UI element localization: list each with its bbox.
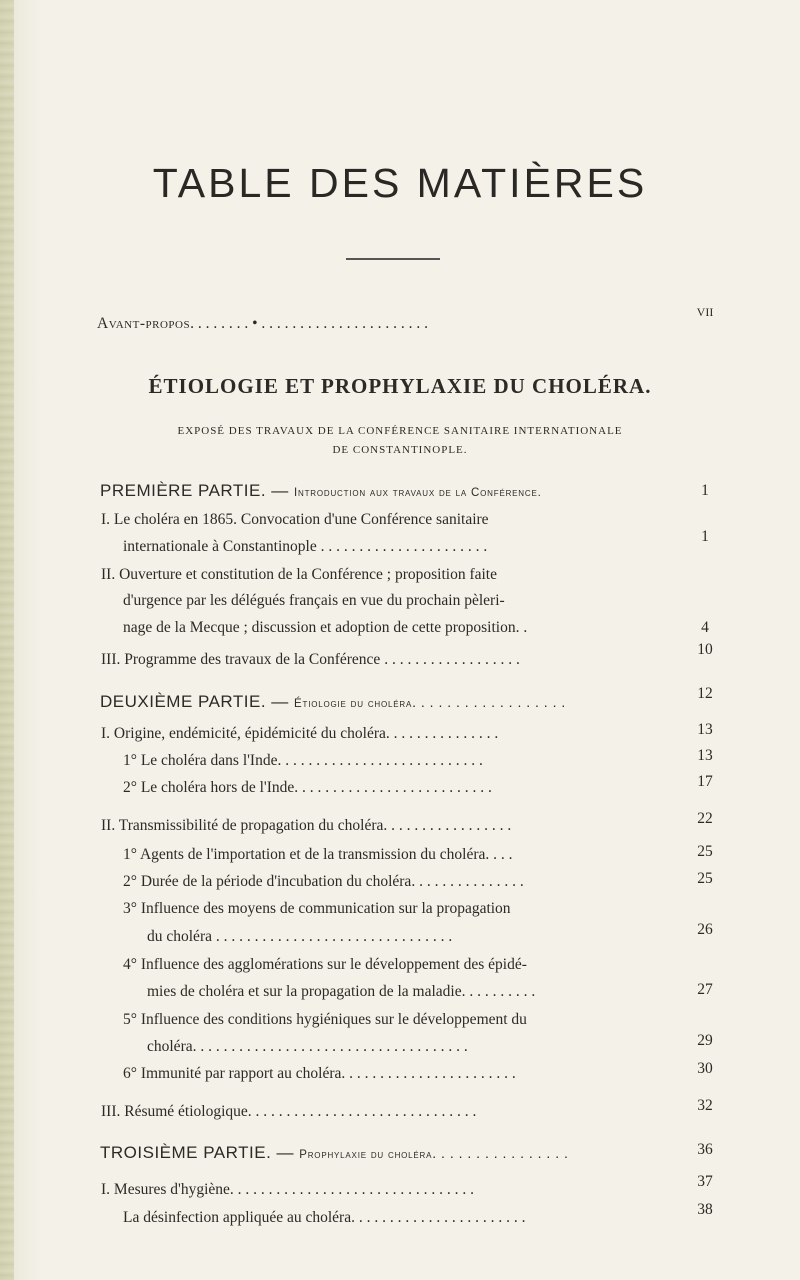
entry-page: 22 [697, 810, 713, 827]
entry-dots: . . . . . . . . . . . . . . . . . . . . . . . . . . . . . . . [211, 928, 453, 945]
entry-text: 2° Le choléra hors de l'Inde [123, 779, 295, 796]
entry-text: II. Ouverture et constitution de la Conférence ; proposition faite [101, 566, 497, 583]
entry-page: 17 [697, 773, 713, 790]
entry-dots: . . . . . . . . . . . . . . . . . . . . . . . . . . [294, 779, 492, 796]
entry-text: 1° Le choléra dans l'Inde [123, 752, 278, 769]
entry-page: 4 [701, 619, 709, 636]
main-heading: ÉTIOLOGIE ET PROPHYLAXIE DU CHOLÉRA. [148, 374, 652, 398]
entry-dots: . . . . . . . . . . . . . . . . . . . . . . . . . . . . . . [247, 1103, 477, 1120]
subheading-line2: DE CONSTANTINOPLE. [332, 444, 468, 456]
part-2-dots: . . . . . . . . . . . . . . . . . . [412, 694, 566, 710]
entry-text: d'urgence par les délégués français en vue du prochain pèleri- [123, 592, 505, 609]
subheading-line1: EXPOSÉ DES TRAVAUX DE LA CONFÉRENCE SANITAIRE INTERNATIONALE [177, 425, 623, 437]
entry-page: 27 [697, 981, 713, 998]
entry-text: I. Le choléra en 1865. Convocation d'une Conférence sanitaire [101, 511, 489, 528]
entry-text: 6° Immunité par rapport au choléra [123, 1065, 342, 1082]
part-1-label: PREMIÈRE PARTIE. — [100, 481, 289, 500]
entry-text: 1° Agents de l'importation et de la transmission du choléra. . . . [123, 846, 513, 863]
entry-text: choléra [147, 1038, 193, 1055]
entry-text: I. Origine, endémicité, épidémicité du choléra [101, 725, 386, 742]
entry-text: I. Mesures d'hygiène [101, 1181, 230, 1198]
entry-page: 10 [697, 641, 713, 658]
entry-page: 29 [697, 1032, 713, 1049]
title-rule [346, 258, 440, 260]
entry-text: III. Résumé étiologique [101, 1103, 248, 1120]
part-3-subtitle: Prophylaxie du choléra [299, 1149, 433, 1161]
entry-text: 2° Durée de la période d'incubation du choléra [123, 873, 412, 890]
entry-text: III. Programme des travaux de la Conférence [101, 651, 381, 668]
entry-text: mies de choléra et sur la propagation de la maladie [147, 983, 462, 1000]
entry-page: 1 [701, 528, 709, 545]
entry-dots: . . . . . . . . . . . . . . . . . . . . . . . [351, 1209, 526, 1226]
entry-page: 38 [697, 1201, 713, 1218]
entry-dots: . . . . . . . . . . . . . . . . . [383, 817, 512, 834]
part-3-page: 36 [697, 1141, 713, 1158]
entry-text: II. Transmissibilité de propagation du choléra [101, 817, 384, 834]
part-2-page: 12 [697, 685, 713, 702]
entry-text: nage de la Mecque ; discussion et adoption de cette proposition. . [123, 619, 528, 636]
entry-page: 30 [697, 1060, 713, 1077]
part-1-subtitle: Introduction aux travaux de la Conférence. [294, 487, 542, 499]
entry-page: 37 [697, 1173, 713, 1190]
avant-propos-label: Avant-propos [97, 315, 191, 332]
part-1-page: 1 [701, 482, 709, 499]
entry-page: 25 [697, 843, 713, 860]
page-title: TABLE DES MATIÈRES [152, 160, 648, 206]
entry-text: 4° Influence des agglomérations sur le développement des épidé- [123, 956, 527, 973]
entry-page: 25 [697, 870, 713, 887]
entry-dots: . . . . . . . . . . . . . . . [385, 725, 499, 742]
part-3-dots: . . . . . . . . . . . . . . . . [432, 1145, 569, 1161]
part-3-label: TROISIÈME PARTIE. — [100, 1143, 295, 1162]
avant-propos-dots: . . . . . . . . • . . . . . . . . . . . . . . . . . . . . . . [190, 315, 429, 332]
entry-page: 13 [697, 747, 713, 764]
entry-dots: . . . . . . . . . . . . . . . [411, 873, 524, 890]
entry-page: 13 [697, 721, 713, 738]
entry-dots: . . . . . . . . . . . . . . . . . . [380, 651, 520, 668]
entry-dots: . . . . . . . . . . . . . . . . . . . . . . . [341, 1065, 516, 1082]
entry-dots: . . . . . . . . . . . . . . . . . . . . . . . . . . . . . . . . . . . . [192, 1038, 468, 1055]
entry-text: 5° Influence des conditions hygiéniques sur le développement du [123, 1011, 527, 1028]
entry-dots: . . . . . . . . . . [461, 983, 536, 1000]
entry-page: 32 [697, 1097, 713, 1114]
entry-dots: . . . . . . . . . . . . . . . . . . . . . . . . . . . [277, 752, 483, 769]
entry-text: La désinfection appliquée au choléra [123, 1209, 352, 1226]
part-2-subtitle: Étiologie du choléra [294, 698, 413, 710]
part-2-label: DEUXIÈME PARTIE. — [100, 692, 289, 711]
entry-text: internationale à Constantinople [123, 538, 317, 555]
entry-dots: . . . . . . . . . . . . . . . . . . . . . . [316, 538, 488, 555]
entry-text: du choléra [147, 928, 212, 945]
entry-page: 26 [697, 921, 713, 938]
entry-text: 3° Influence des moyens de communication sur la propagation [123, 900, 511, 917]
entry-dots: . . . . . . . . . . . . . . . . . . . . . . . . . . . . . . . . [229, 1181, 475, 1198]
avant-propos-page: VII [696, 305, 714, 319]
